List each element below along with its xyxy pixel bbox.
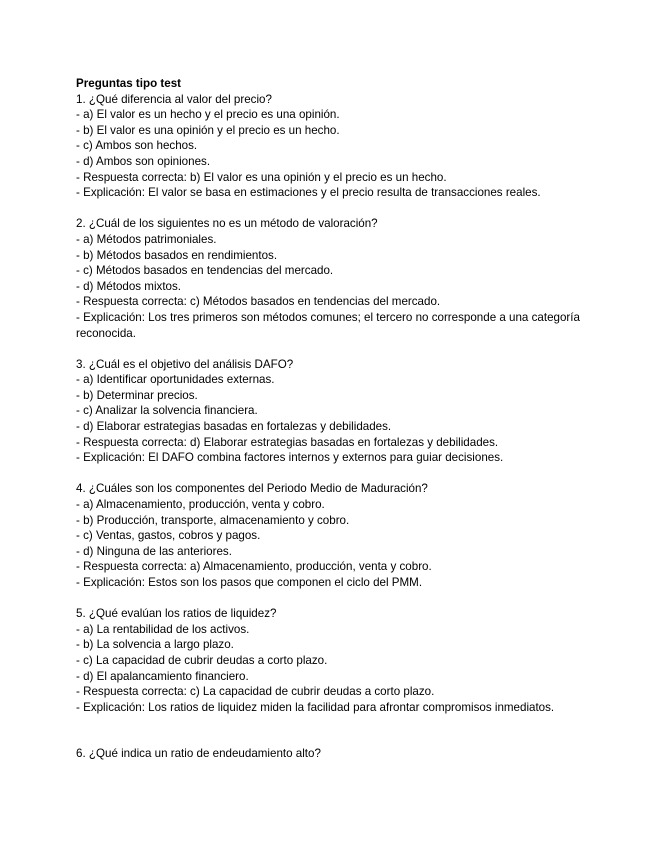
option-a: - a) Identificar oportunidades externas. (76, 373, 275, 387)
option-b: - b) Determinar precios. (76, 388, 198, 402)
question-text: 1. ¿Qué diferencia al valor del precio? (76, 92, 272, 106)
option-a: - a) Métodos patrimoniales. (76, 232, 217, 246)
correct-answer: - Respuesta correcta: a) Almacenamiento, producción, venta y cobro. (76, 560, 432, 574)
correct-answer: - Respuesta correcta: c) La capacidad de cubrir deudas a corto plazo. (76, 685, 435, 699)
question-text: 4. ¿Cuáles son los componentes del Periodo Medio de Maduración? (76, 482, 428, 496)
option-b: - b) Producción, transporte, almacenamiento y cobro. (76, 513, 350, 527)
option-b: - b) La solvencia a largo plazo. (76, 638, 234, 652)
option-b: - b) El valor es una opinión y el precio es un hecho. (76, 123, 340, 137)
question-block (76, 357, 586, 466)
question-text: 5. ¿Qué evalúan los ratios de liquidez? (76, 607, 277, 621)
option-b: - b) Métodos basados en rendimientos. (76, 248, 278, 262)
option-c: - c) Ambos son hechos. (76, 139, 198, 153)
explanation: - Explicación: Los tres primeros son métodos comunes; el tercero no corresponde a una categoría reconocida. (76, 310, 580, 340)
correct-answer: - Respuesta correcta: c) Métodos basados en tendencias del mercado. (76, 295, 441, 309)
option-c: - c) La capacidad de cubrir deudas a corto plazo. (76, 653, 328, 667)
document-heading: Preguntas tipo test (76, 77, 182, 90)
option-d: - d) Métodos mixtos. (76, 279, 182, 293)
question-block (76, 606, 586, 715)
explanation: - Explicación: El valor se basa en estimaciones y el precio resulta de transacciones reales. (76, 186, 541, 200)
correct-answer: - Respuesta correcta: d) Elaborar estrategias basadas en fortalezas y debilidades. (76, 435, 499, 449)
explanation: - Explicación: El DAFO combina factores internos y externos para guiar decisiones. (76, 451, 504, 465)
explanation: - Explicación: Los ratios de liquidez miden la facilidad para afrontar compromisos inmediatos. (76, 700, 555, 714)
option-a: - a) El valor es un hecho y el precio es una opinión. (76, 108, 340, 122)
question-block (76, 216, 586, 341)
document-content (76, 76, 586, 762)
question-block (76, 481, 586, 590)
option-d: - d) Elaborar estrategias basadas en fortalezas y debilidades. (76, 420, 392, 434)
option-d: - d) Ninguna de las anteriores. (76, 544, 232, 558)
question-text: 6. ¿Qué indica un ratio de endeudamiento alto? (76, 747, 321, 761)
option-a: - a) Almacenamiento, producción, venta y cobro. (76, 498, 325, 512)
option-a: - a) La rentabilidad de los activos. (76, 622, 250, 636)
question-text: 3. ¿Cuál es el objetivo del análisis DAFO? (76, 357, 294, 371)
question-block (76, 92, 586, 201)
question-text: 2. ¿Cuál de los siguientes no es un método de valoración? (76, 217, 378, 231)
correct-answer: - Respuesta correcta: b) El valor es una opinión y el precio es un hecho. (76, 170, 447, 184)
option-d: - d) El apalancamiento financiero. (76, 669, 249, 683)
option-d: - d) Ambos son opiniones. (76, 154, 211, 168)
option-c: - c) Métodos basados en tendencias del mercado. (76, 264, 334, 278)
explanation: - Explicación: Estos son los pasos que componen el ciclo del PMM. (76, 576, 423, 589)
option-c: - c) Ventas, gastos, cobros y pagos. (76, 529, 261, 543)
option-c: - c) Analizar la solvencia financiera. (76, 404, 258, 418)
